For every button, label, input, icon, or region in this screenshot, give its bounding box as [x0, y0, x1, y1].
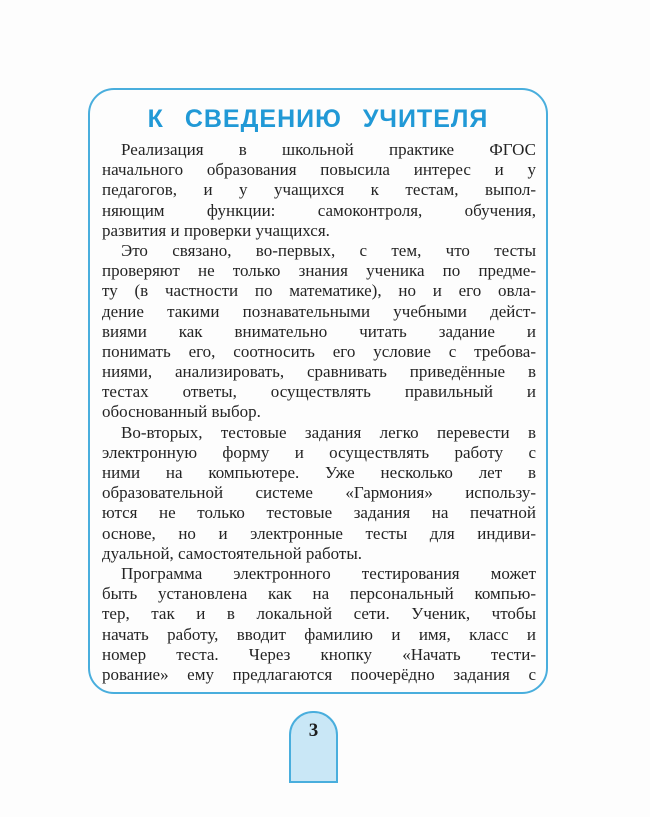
text-line: рование» ему предлагаются поочерёдно задания с — [102, 664, 536, 684]
text-line: дуальной, самостоятельной работы. — [102, 543, 363, 563]
text-line: электронную форму и осуществлять работу с — [102, 442, 536, 462]
text-line: тестах ответы, осуществлять правильный и — [102, 382, 536, 402]
text-line: проверяют не только знания ученика по предме- — [102, 261, 536, 281]
text-line: основе, но и электронные тесты для индиви- — [102, 523, 536, 543]
page-number-tab — [289, 711, 338, 783]
text-line: начать работу, вводит фамилию и имя, класс и — [102, 624, 536, 644]
page-number: 3 — [308, 720, 319, 741]
text-line: Реализация в школьной практике ФГОС — [121, 140, 536, 159]
text-line: начального образования повысила интерес и у — [102, 160, 536, 180]
text-line: ются не только тестовые задания на печатной — [102, 503, 536, 523]
text-line: понимать его, соотносить его условие с требова- — [102, 341, 536, 361]
text-line: няющим функции: самоконтроля, обучения, — [102, 200, 536, 220]
text-line: дение такими познавательными учебными дейст- — [102, 301, 536, 321]
text-line: Это связано, во-первых, с тем, что тесты — [121, 240, 536, 260]
text-line: быть установлена как на персональный компью- — [102, 584, 536, 604]
text-line: Во-вторых, тестовые задания легко перевести в — [121, 422, 536, 442]
body-text — [102, 140, 536, 685]
page-title: К СВЕДЕНИЮ УЧИТЕЛЯ — [147, 105, 489, 133]
text-line: ними на компьютере. Уже несколько лет в — [102, 463, 536, 482]
text-line: образовательной системе «Гармония» использу- — [102, 483, 536, 503]
text-line: развития и проверки учащихся. — [102, 220, 330, 240]
content-frame — [88, 88, 548, 694]
text-line: педагогов, и у учащихся к тестам, выпол- — [102, 180, 536, 200]
text-line: тер, так и в локальной сети. Ученик, чтобы — [102, 604, 536, 624]
text-line: номер теста. Через кнопку «Начать тести- — [102, 644, 536, 664]
text-line: ту (в частности по математике), но и его овла- — [102, 281, 536, 301]
text-line: ниями, анализировать, сравнивать приведённые в — [102, 362, 536, 382]
text-line: обоснованный выбор. — [102, 402, 261, 422]
text-line: виями как внимательно читать задание и — [102, 321, 536, 341]
text-line: Программа электронного тестирования может — [121, 563, 536, 583]
